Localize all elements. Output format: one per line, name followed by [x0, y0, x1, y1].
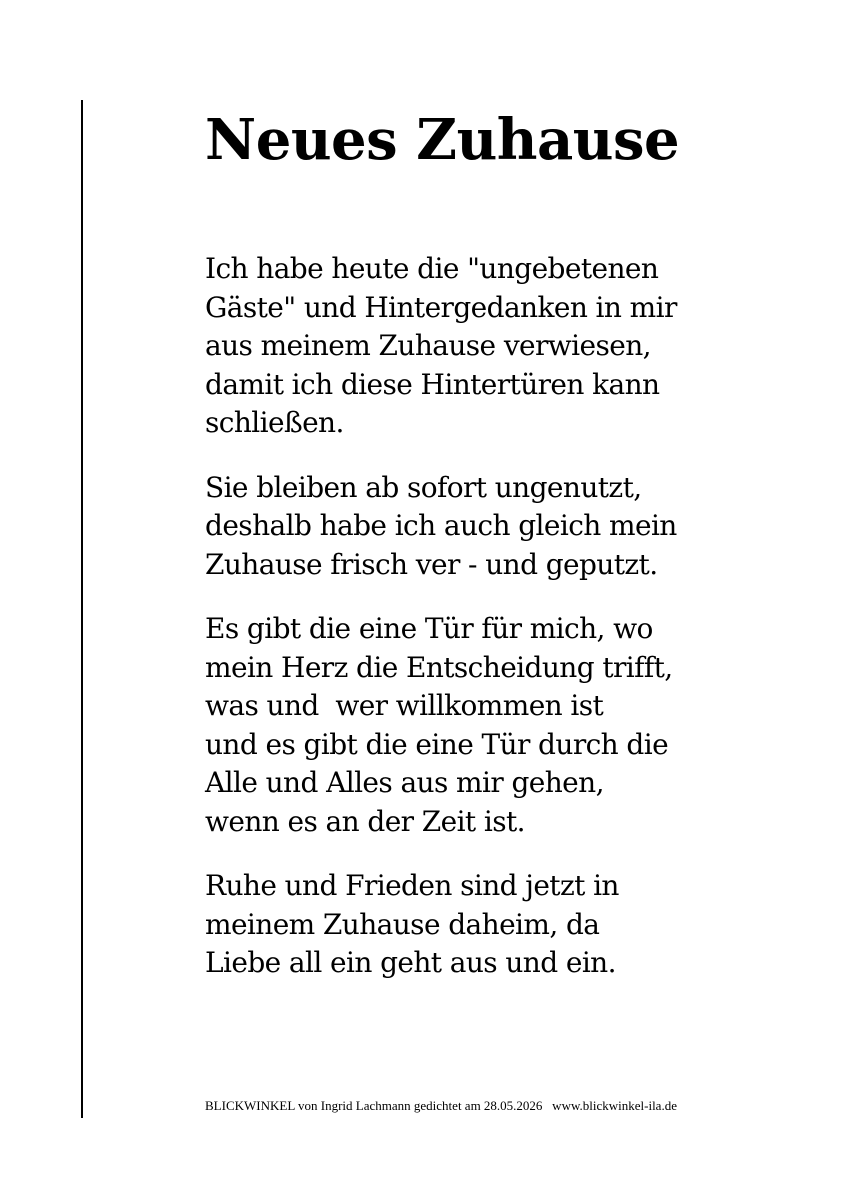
- poem-line: Sie bleiben ab sofort ungenutzt,: [205, 470, 642, 504]
- stanza-4: [205, 867, 805, 983]
- poem-line: mein Herz die Entscheidung trifft,: [205, 650, 673, 684]
- stanza-3: [205, 610, 805, 841]
- poem-line: Liebe all ein geht aus und ein.: [205, 946, 616, 979]
- poem-body: [205, 250, 805, 1009]
- poem-line: deshalb habe ich auch gleich mein: [205, 509, 677, 542]
- poem-line: was und wer willkommen ist: [205, 689, 604, 722]
- poem-line: Ruhe und Frieden sind jetzt in: [205, 869, 619, 902]
- footer-credit: BLICKWINKEL von Ingrid Lachmann gedichtet am 28.05.2026 www.blickwinkel-ila.de: [205, 1098, 677, 1113]
- poem-line: Zuhause frisch ver - und geputzt.: [205, 547, 658, 581]
- poem-line: aus meinem Zuhause verwiesen,: [205, 329, 651, 362]
- poem-line: Es gibt die eine Tür für mich, wo: [205, 612, 653, 645]
- stanza-2: [205, 469, 805, 585]
- margin-rule: [81, 100, 83, 1118]
- poem-line: Gäste" und Hintergedanken in mir: [205, 290, 677, 324]
- poem-line: damit ich diese Hintertüren kann: [205, 367, 660, 401]
- poem-line: schließen.: [205, 406, 344, 439]
- stanza-1: [205, 250, 805, 443]
- poem-line: Ich habe heute die "ungebetenen: [205, 252, 659, 285]
- poem-line: wenn es an der Zeit ist.: [205, 804, 525, 838]
- poem-line: und es gibt die eine Tür durch die: [205, 727, 669, 761]
- poem-line: Alle und Alles aus mir gehen,: [205, 766, 604, 799]
- poem-line: meinem Zuhause daheim, da: [205, 907, 600, 941]
- poem-title: Neues Zuhause: [205, 107, 680, 173]
